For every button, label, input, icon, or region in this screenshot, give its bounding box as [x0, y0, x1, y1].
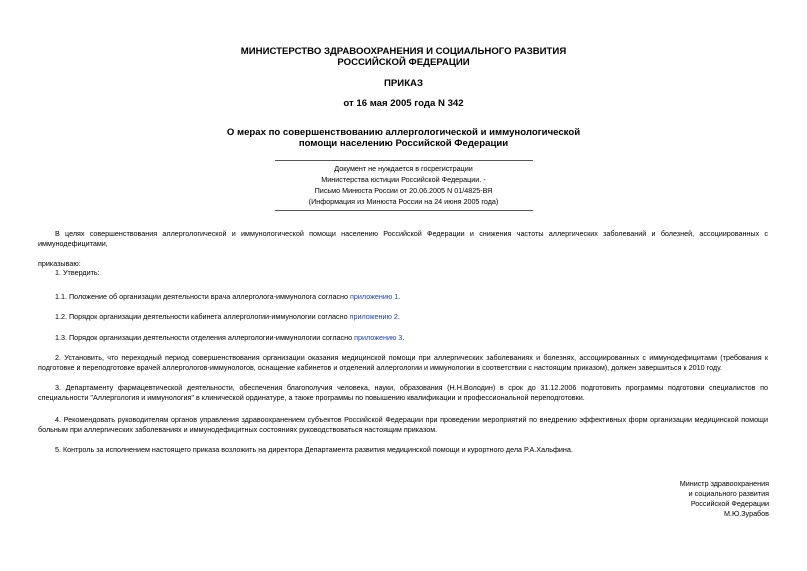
- registration-note-line1: Документ не нуждается в госрегистрации: [334, 164, 473, 173]
- document-type: ПРИКАЗ: [384, 78, 423, 89]
- item-1-2-period: .: [397, 312, 400, 321]
- ministry-name-line2: РОССИЙСКОЙ ФЕДЕРАЦИИ: [337, 57, 470, 68]
- item-1-1: [38, 292, 768, 302]
- order-word: приказываю:: [38, 259, 81, 268]
- registration-note-line2: Министерства юстиции Российской Федерации. -: [321, 175, 486, 184]
- item-4: 4. Рекомендовать руководителям органов управления здравоохранением субъектов Российской Федерации при проведении мероприятий по внедрению эффективных форм организации медицинской помощи больным при аллергических заболеваниях и иммунодефицитных состояниях руководствоваться настоящим приказом.: [38, 415, 768, 434]
- item-1-1-period: .: [398, 292, 401, 301]
- appendix-1-link[interactable]: приложению 1: [350, 292, 399, 301]
- intro-paragraph: В целях совершенствования аллергологической и иммунологической помощи населению Российской Федерации и снижения частоты аллергических заболеваний и болезней, ассоциированных с иммунодефицитами,: [38, 229, 768, 248]
- signature-line1: Министр здравоохранения: [679, 479, 769, 488]
- item-1-2: [38, 312, 768, 322]
- appendix-3-link[interactable]: приложению 3: [354, 333, 403, 342]
- signature-name: М.Ю.Зурабов: [723, 509, 769, 518]
- item-2: 2. Установить, что переходный период совершенствования организации оказания медицинской помощи при аллергических заболеваниях и болезнях, ассоциированных с иммунодефицитами (требования к подготовке и переподготовке врачей аллергологов-иммунологов, оснащение кабинетов и отделений аллергологии и иммунологии в соответствии с настоящим приказом), должен завершиться к 2010 году.: [38, 353, 768, 372]
- ministry-name-line1: МИНИСТЕРСТВО ЗДРАВООХРАНЕНИЯ И СОЦИАЛЬНОГО РАЗВИТИЯ: [240, 46, 567, 57]
- signature-line3: Российской Федерации: [690, 499, 769, 508]
- document-title-line2: помощи населению Российской Федерации: [298, 138, 509, 149]
- item-1-3-text: 1.3. Порядок организации деятельности отделения аллергологии-иммунологии согласно: [55, 333, 355, 342]
- registration-note-line3: Письмо Минюста России от 20.06.2005 N 01/4825-ВЯ: [314, 186, 493, 195]
- signature-line2: и социального развития: [688, 489, 769, 498]
- divider-top: [275, 160, 533, 161]
- registration-note-line4: (Информация из Минюста России на 24 июня 2005 года): [308, 197, 499, 206]
- item-1-2-text: 1.2. Порядок организации деятельности кабинета аллергологии-иммунологии согласно: [55, 312, 350, 321]
- document-title-line1: О мерах по совершенствованию аллергологической и иммунологической: [226, 127, 581, 138]
- item-1-1-text: 1.1. Положение об организации деятельности врача аллерголога-иммунолога согласно: [55, 292, 351, 301]
- item-5: 5. Контроль за исполнением настоящего приказа возложить на директора Департамента развития медицинской помощи и курортного дела Р.А.Хальфина.: [55, 445, 573, 454]
- appendix-2-link[interactable]: приложению 2: [349, 312, 398, 321]
- document-date-number: от 16 мая 2005 года N 342: [343, 98, 464, 109]
- item-1: 1. Утвердить:: [55, 268, 100, 277]
- item-1-3-period: .: [402, 333, 405, 342]
- divider-bottom: [275, 210, 533, 211]
- item-1-3: [38, 333, 768, 343]
- item-3: 3. Департаменту фармацевтической деятельности, обеспечения благополучия человека, науки, образования (Н.Н.Володин) в срок до 31.12.2006 подготовить программы подготовки специалистов по специальности "Аллергология и иммунология" в клинической ординатуре, а также программы по повышению квалификации и профессиональной переподготовки.: [38, 383, 768, 402]
